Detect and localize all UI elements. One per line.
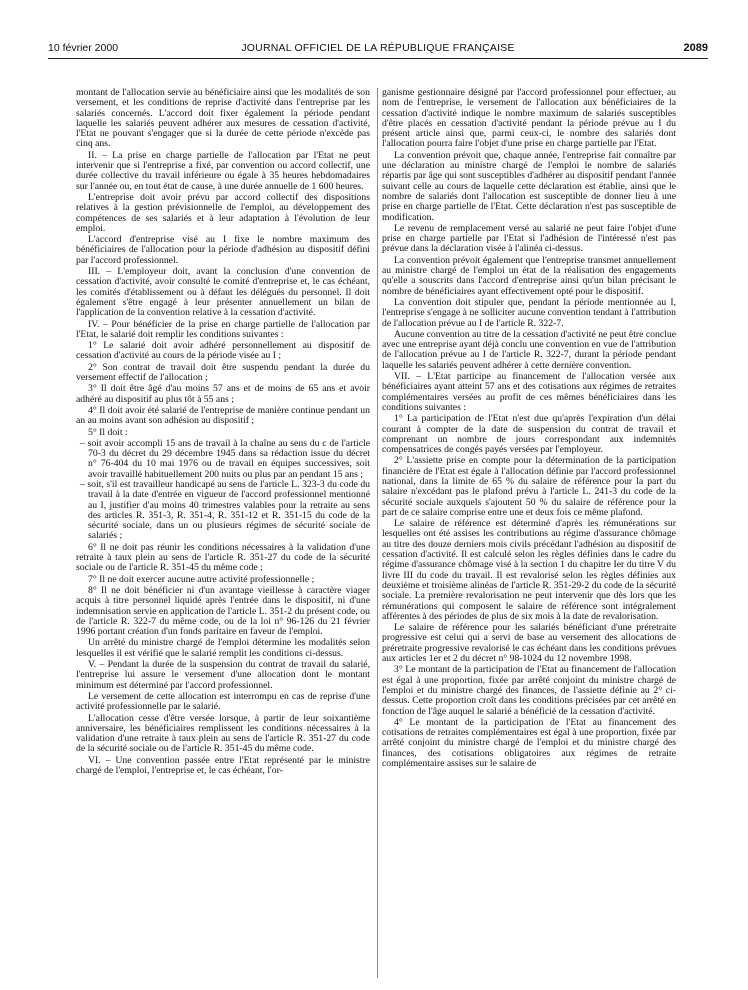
paragraph: 3° Le montant de la participation de l'Etat au financement de l'allocation est égal à une proportion, fixée par arrêté conjoint du ministre chargé de l'emploi et du ministre chargé des finances, de l'assiette définie au 2° ci-dessus. Cette proportion croît dans les conditions précisées par cet arrêté en fonction de l'âge auquel le salarié a bénéficié de la cessation d'activité. (382, 664, 676, 717)
header-page-number: 2089 (683, 42, 708, 54)
paragraph: Le revenu de remplacement versé au salarié ne peut faire l'objet d'une prise en charge partielle par l'Etat si l'adhésion de l'intéressé n'est pas prévue dans la déclaration visée à l'alinéa ci-dessus. (382, 222, 676, 255)
header-date: 10 février 2000 (48, 42, 119, 54)
dash-list (76, 439, 370, 542)
paragraph: II. – La prise en charge partielle de l'allocation par l'Etat ne peut intervenir que si l'entreprise a fixé, par convention ou accord collectif, une durée collective du travail inférieure ou égale à 35 heures hebdomadaires sur l'année ou, en tout état de cause, à une durée annuelle de 1 600 heures. (76, 149, 370, 192)
paragraph: 5° Il doit : (88, 426, 128, 438)
paragraph: La convention prévoit que, chaque année, l'entreprise fait connaître par une déclaration au ministre chargé de l'emploi le nombre de salariés répartis par âge qui sont susceptibles d'adhérer au dispositif pendant l'année suivant celle au cours de laquelle cette déclaration est établie, ainsi que le nombre de salariés dont l'allocation est susceptible de donner lieu à une prise en charge partielle de l'Etat. Cette déclaration n'est pas susceptible de modification. (382, 149, 676, 223)
paragraph: V. – Pendant la durée de la suspension du contrat de travail du salarié, l'entreprise lui assure le versement d'une allocation dont le montant minimum est déterminé par l'accord professionnel. (76, 659, 370, 691)
paragraph: La convention prévoit également que l'entreprise transmet annuellement au ministre chargé de l'emploi un état de la réalisation des engagements qu'elle a souscrits dans l'accord d'entreprise ainsi qu'un bilan précisant le nombre de bénéficiaires ayant effectivement opté pour le dispositif. (382, 254, 676, 297)
header-journal-title: JOURNAL OFFICIEL DE LA RÉPUBLIQUE FRANÇAISE (241, 42, 515, 54)
paragraph: montant de l'allocation servie au bénéficiaire ainsi que les modalités de son versement, et les conditions de reprise d'activité dans l'entreprise par les salariés concernés. L'accord doit fixer également la période pendant laquelle les salariés peuvent adhérer aux mesures de cessation d'activité, l'Etat ne pouvant s'engager que si la durée de cette période n'excède pas cinq ans. (76, 88, 370, 150)
paragraph: 3° Il doit être âgé d'au moins 57 ans et de moins de 65 ans et avoir adhéré au dispositif au plus tôt à 55 ans ; (76, 383, 370, 405)
paragraph: Le salaire de référence est déterminé d'après les rémunérations sur lesquelles ont été assises les contributions au régime d'assurance chômage au titre des douze derniers mois civils précédant l'adhésion au dispositif de cessation d'activité. Il est calculé selon les règles définies dans le cadre du régime d'assurance chômage visé à la section 1 du chapitre Ier du titre V du livre III du code du travail. Il est revalorisé selon les règles définies aux deuxième et troisième alinéas de l'article R. 351-29-2 du code de la sécurité sociale. La première revalorisation ne peut intervenir que dès lors que les rémunérations qui composent le salaire de référence sont intégralement afférentes à des périodes de plus de six mois à la date de revalorisation. (382, 518, 676, 622)
paragraph: 1° La participation de l'Etat n'est due qu'après l'expiration d'un délai courant à compter de la date de suspension du contrat de travail et comprenant un nombre de jours correspondant aux indemnités compensatrices de congés payés versées par l'employeur. (382, 413, 676, 456)
paragraph: Aucune convention au titre de la cessation d'activité ne peut être conclue avec une entreprise ayant déjà conclu une convention en vue de l'attribution de l'allocation prévue au I de l'article R. 322-7, durant la période pendant laquelle les salariés peuvent adhérer à cette dernière convention. (382, 328, 676, 371)
left-column (76, 88, 370, 978)
paragraph: IV. – Pour bénéficier de la prise en charge partielle de l'allocation par l'Etat, le salarié doit remplir les conditions suivantes : (76, 318, 370, 340)
column-divider (377, 88, 378, 978)
paragraph: ganisme gestionnaire désigné par l'accord professionnel pour effectuer, au nom de l'entreprise, le versement de l'allocation aux bénéficiaires de la cessation d'activité indique le nombre maximum de salariés susceptibles d'être placés en cessation d'activité pendant la période prévue au I du présent article ainsi que, parmi ceux-ci, le nombre des salariés dont l'allocation pourra faire l'objet d'une prise en charge partielle par l'Etat. (382, 88, 676, 150)
paragraph: 1° Le salarié doit avoir adhéré personnellement au dispositif de cessation d'activité au cours de la période visée au I ; (76, 340, 370, 362)
paragraph: L'entreprise doit avoir prévu par accord collectif des dispositions relatives à la gestion prévisionnelle de l'emploi, au développement des compétences de ses salariés et à leur adaptation à l'évolution de leur emploi. (76, 191, 370, 234)
page-header (48, 42, 708, 59)
paragraph: Le salaire de référence pour les salariés bénéficiant d'une préretraite progressive est celui qui a servi de base au versement des allocations de préretraite progressive revalorisé le cas échéant dans les conditions prévues aux articles 1er et 2 du décret n° 98-1024 du 12 novembre 1998. (382, 622, 676, 665)
paragraph: L'accord d'entreprise visé au I fixe le nombre maximum des bénéficiaires de l'allocation pour la période d'adhésion au dispositif défini par l'accord professionnel. (76, 234, 370, 266)
paragraph: VI. – Une convention passée entre l'Etat représenté par le ministre chargé de l'emploi, l'entreprise et, le cas échéant, l'or- (76, 754, 370, 776)
paragraph: III. – L'employeur doit, avant la conclusion d'une convention de cessation d'activité, avoir consulté le comité d'entreprise et, le cas échéant, les comités d'établissement ou à défaut les délégués du personnel. Il doit également s'être engagé à leur présenter annuellement un bilan de l'application de la convention relative à la cessation d'activité. (76, 266, 370, 319)
right-column (382, 88, 676, 978)
paragraph: Le versement de cette allocation est interrompu en cas de reprise d'une activité professionnelle par le salarié. (76, 690, 370, 713)
paragraph: 4° Il doit avoir été salarié de l'entreprise de manière continue pendant un an au moins avant son adhésion au dispositif ; (76, 404, 370, 427)
list-item: – soit, s'il est travailleur handicapé au sens de l'article L. 323-3 du code du travail à la date d'entrée en vigueur de l'accord professionnel mentionné au I, justifier d'au moins 40 trimestres valables pour la retraite au sens des articles R. 351-3, R. 351-4, R. 351-12 et R. 351-15 du code de la sécurité sociale, dans un ou plusieurs régimes de sécurité sociale de salariés ; (76, 480, 370, 542)
paragraph: La convention doit stipuler que, pendant la période mentionnée au I, l'entreprise s'engage à ne solliciter aucune convention tendant à l'attribution de l'allocation prévue au I de l'article R. 322-7. (382, 296, 676, 329)
paragraph: Un arrêté du ministre chargé de l'emploi détermine les modalités selon lesquelles il est vérifié que le salarié remplit les conditions ci-dessus. (76, 637, 370, 659)
paragraph: L'allocation cesse d'être versée lorsque, à partir de leur soixantième anniversaire, les bénéficiaires remplissent les conditions nécessaires à la validation d'une retraite à taux plein au sens de l'article R. 351-27 du code de la sécurité sociale ou de l'article R. 351-45 du même code. (76, 712, 370, 755)
paragraph: VII. – L'Etat participe au financement de l'allocation versée aux bénéficiaires ayant atteint 57 ans et des cotisations aux régimes de retraites complémentaires versées au profit de ces mêmes bénéficiaires dans les conditions suivantes : (382, 371, 676, 413)
paragraph: 2° Son contrat de travail doit être suspendu pendant la durée du versement effectif de l'allocation ; (76, 361, 370, 384)
paragraph: 8° Il ne doit bénéficier ni d'un avantage vieillesse à caractère viager acquis à titre personnel liquidé après l'entrée dans le dispositif, ni d'une indemnisation servie en application de l'article L. 351-2 du présent code, ou de l'article R. 322-7 du même code, ou de la loi n° 96-126 du 21 février 1996 portant création d'un fonds paritaire en faveur de l'emploi. (76, 584, 370, 638)
list-item: – soit avoir accompli 15 ans de travail à la chaîne au sens du c de l'article 70-3 du décret du 29 décembre 1945 dans sa rédaction issue du décret n° 76-404 du 10 mai 1976 ou de travail en équipes successives, soit avoir travaillé habituellement 200 nuits ou plus par an pendant 15 ans ; (76, 439, 370, 480)
paragraph: 7° Il ne doit exercer aucune autre activité professionnelle ; (88, 573, 315, 585)
paragraph: 2° L'assiette prise en compte pour la détermination de la participation financière de l'Etat est égale à l'allocation définie par l'accord professionnel national, dans la limite de 65 % du salaire de référence pour la part du salaire n'excédant pas le plafond prévu à l'article L. 241-3 du code de la sécurité sociale auxquels s'ajoutent 50 % du salaire de référence pour la part de ce salaire comprise entre une et deux fois ce même plafond. (382, 455, 676, 518)
paragraph: 4° Le montant de la participation de l'Etat au financement des cotisations de retraites complémentaires est égal à une proportion, fixée par arrêté conjoint du ministre chargé de l'emploi et du ministre chargé des finances, des cotisations obligatoires aux régimes de retraite complémentaire assises sur le salaire de (382, 716, 676, 769)
paragraph: 6° Il ne doit pas réunir les conditions nécessaires à la validation d'une retraite à taux plein au sens de l'article R. 351-27 du code de la sécurité sociale ou de l'article R. 351-45 du même code ; (76, 541, 370, 574)
